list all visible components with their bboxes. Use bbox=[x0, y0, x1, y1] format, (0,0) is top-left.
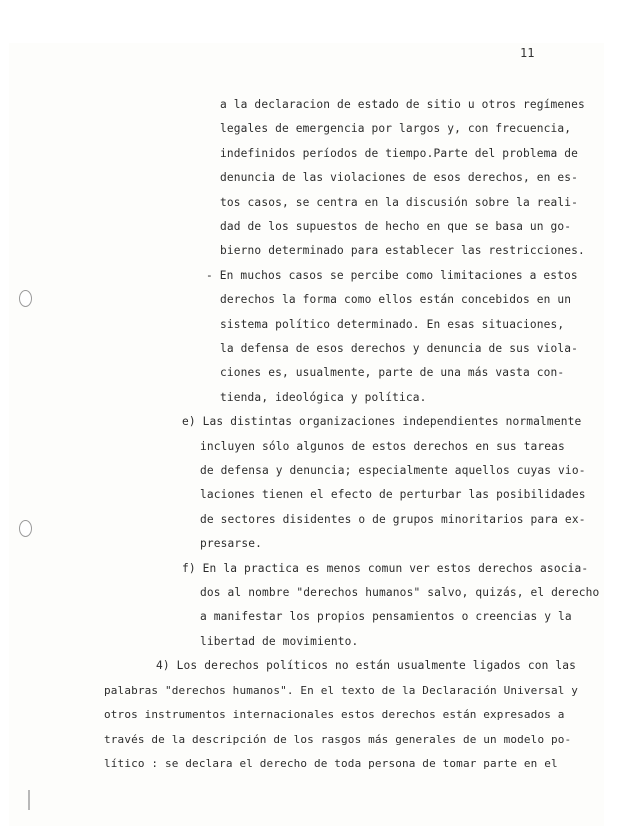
text-line: la defensa de esos derechos y denuncia de sus viola- bbox=[220, 342, 579, 355]
list-item-f: f) En la practica es menos comun ver estos derechos asocia- bbox=[182, 562, 589, 575]
text-line: presarse. bbox=[200, 537, 262, 550]
text-line: a la declaracion de estado de sitio u otros regímenes bbox=[220, 98, 585, 111]
text-line: otros instrumentos internacionales estos derechos están expresados a bbox=[104, 708, 565, 721]
text-line: de sectores disidentes o de grupos minoritarios para ex- bbox=[200, 513, 586, 526]
text-line: - En muchos casos se percibe como limitaciones a estos bbox=[206, 269, 578, 282]
text-line: libertad de movimiento. bbox=[200, 635, 359, 648]
punch-hole-bottom bbox=[19, 520, 32, 537]
text-line: dad de los supuestos de hecho en que se basa un go- bbox=[220, 220, 572, 233]
list-item-e: e) Las distintas organizaciones independientes normalmente bbox=[182, 415, 582, 428]
text-line: derechos la forma como ellos están concebidos en un bbox=[220, 293, 572, 306]
text-line: dos al nombre "derechos humanos" salvo, quizás, el derecho bbox=[200, 586, 600, 599]
punch-hole-top bbox=[19, 290, 32, 307]
text-line: lítico : se declara el derecho de toda persona de tomar parte en el bbox=[104, 757, 558, 770]
text-line: través de la descripción de los rasgos más generales de un modelo po- bbox=[104, 733, 572, 746]
text-line: tienda, ideológica y política. bbox=[220, 391, 427, 404]
text-line: bierno determinado para establecer las restricciones. bbox=[220, 244, 585, 257]
text-line: palabras "derechos humanos". En el texto de la Declaración Universal y bbox=[104, 684, 579, 697]
text-line: de defensa y denuncia; especialmente aquellos cuyas vio- bbox=[200, 464, 586, 477]
margin-mark bbox=[28, 790, 30, 810]
text-line: sistema político determinado. En esas situaciones, bbox=[220, 318, 565, 331]
text-line: a manifestar los propios pensamientos o creencias y la bbox=[200, 610, 572, 623]
text-line: indefinidos períodos de tiempo.Parte del problema de bbox=[220, 147, 579, 160]
text-line: legales de emergencia por largos y, con frecuencia, bbox=[220, 122, 572, 135]
page-number: 11 bbox=[520, 46, 535, 60]
text-line: denuncia de las violaciones de esos derechos, en es- bbox=[220, 171, 579, 184]
text-line: ciones es, usualmente, parte de una más vasta con- bbox=[220, 366, 565, 379]
text-line: laciones tienen el efecto de perturbar las posibilidades bbox=[200, 488, 586, 501]
section-4-heading: 4) Los derechos políticos no están usualmente ligados con las bbox=[156, 659, 577, 672]
text-line: tos casos, se centra en la discusión sobre la reali- bbox=[220, 196, 579, 209]
text-line: incluyen sólo algunos de estos derechos en sus tareas bbox=[200, 440, 565, 453]
